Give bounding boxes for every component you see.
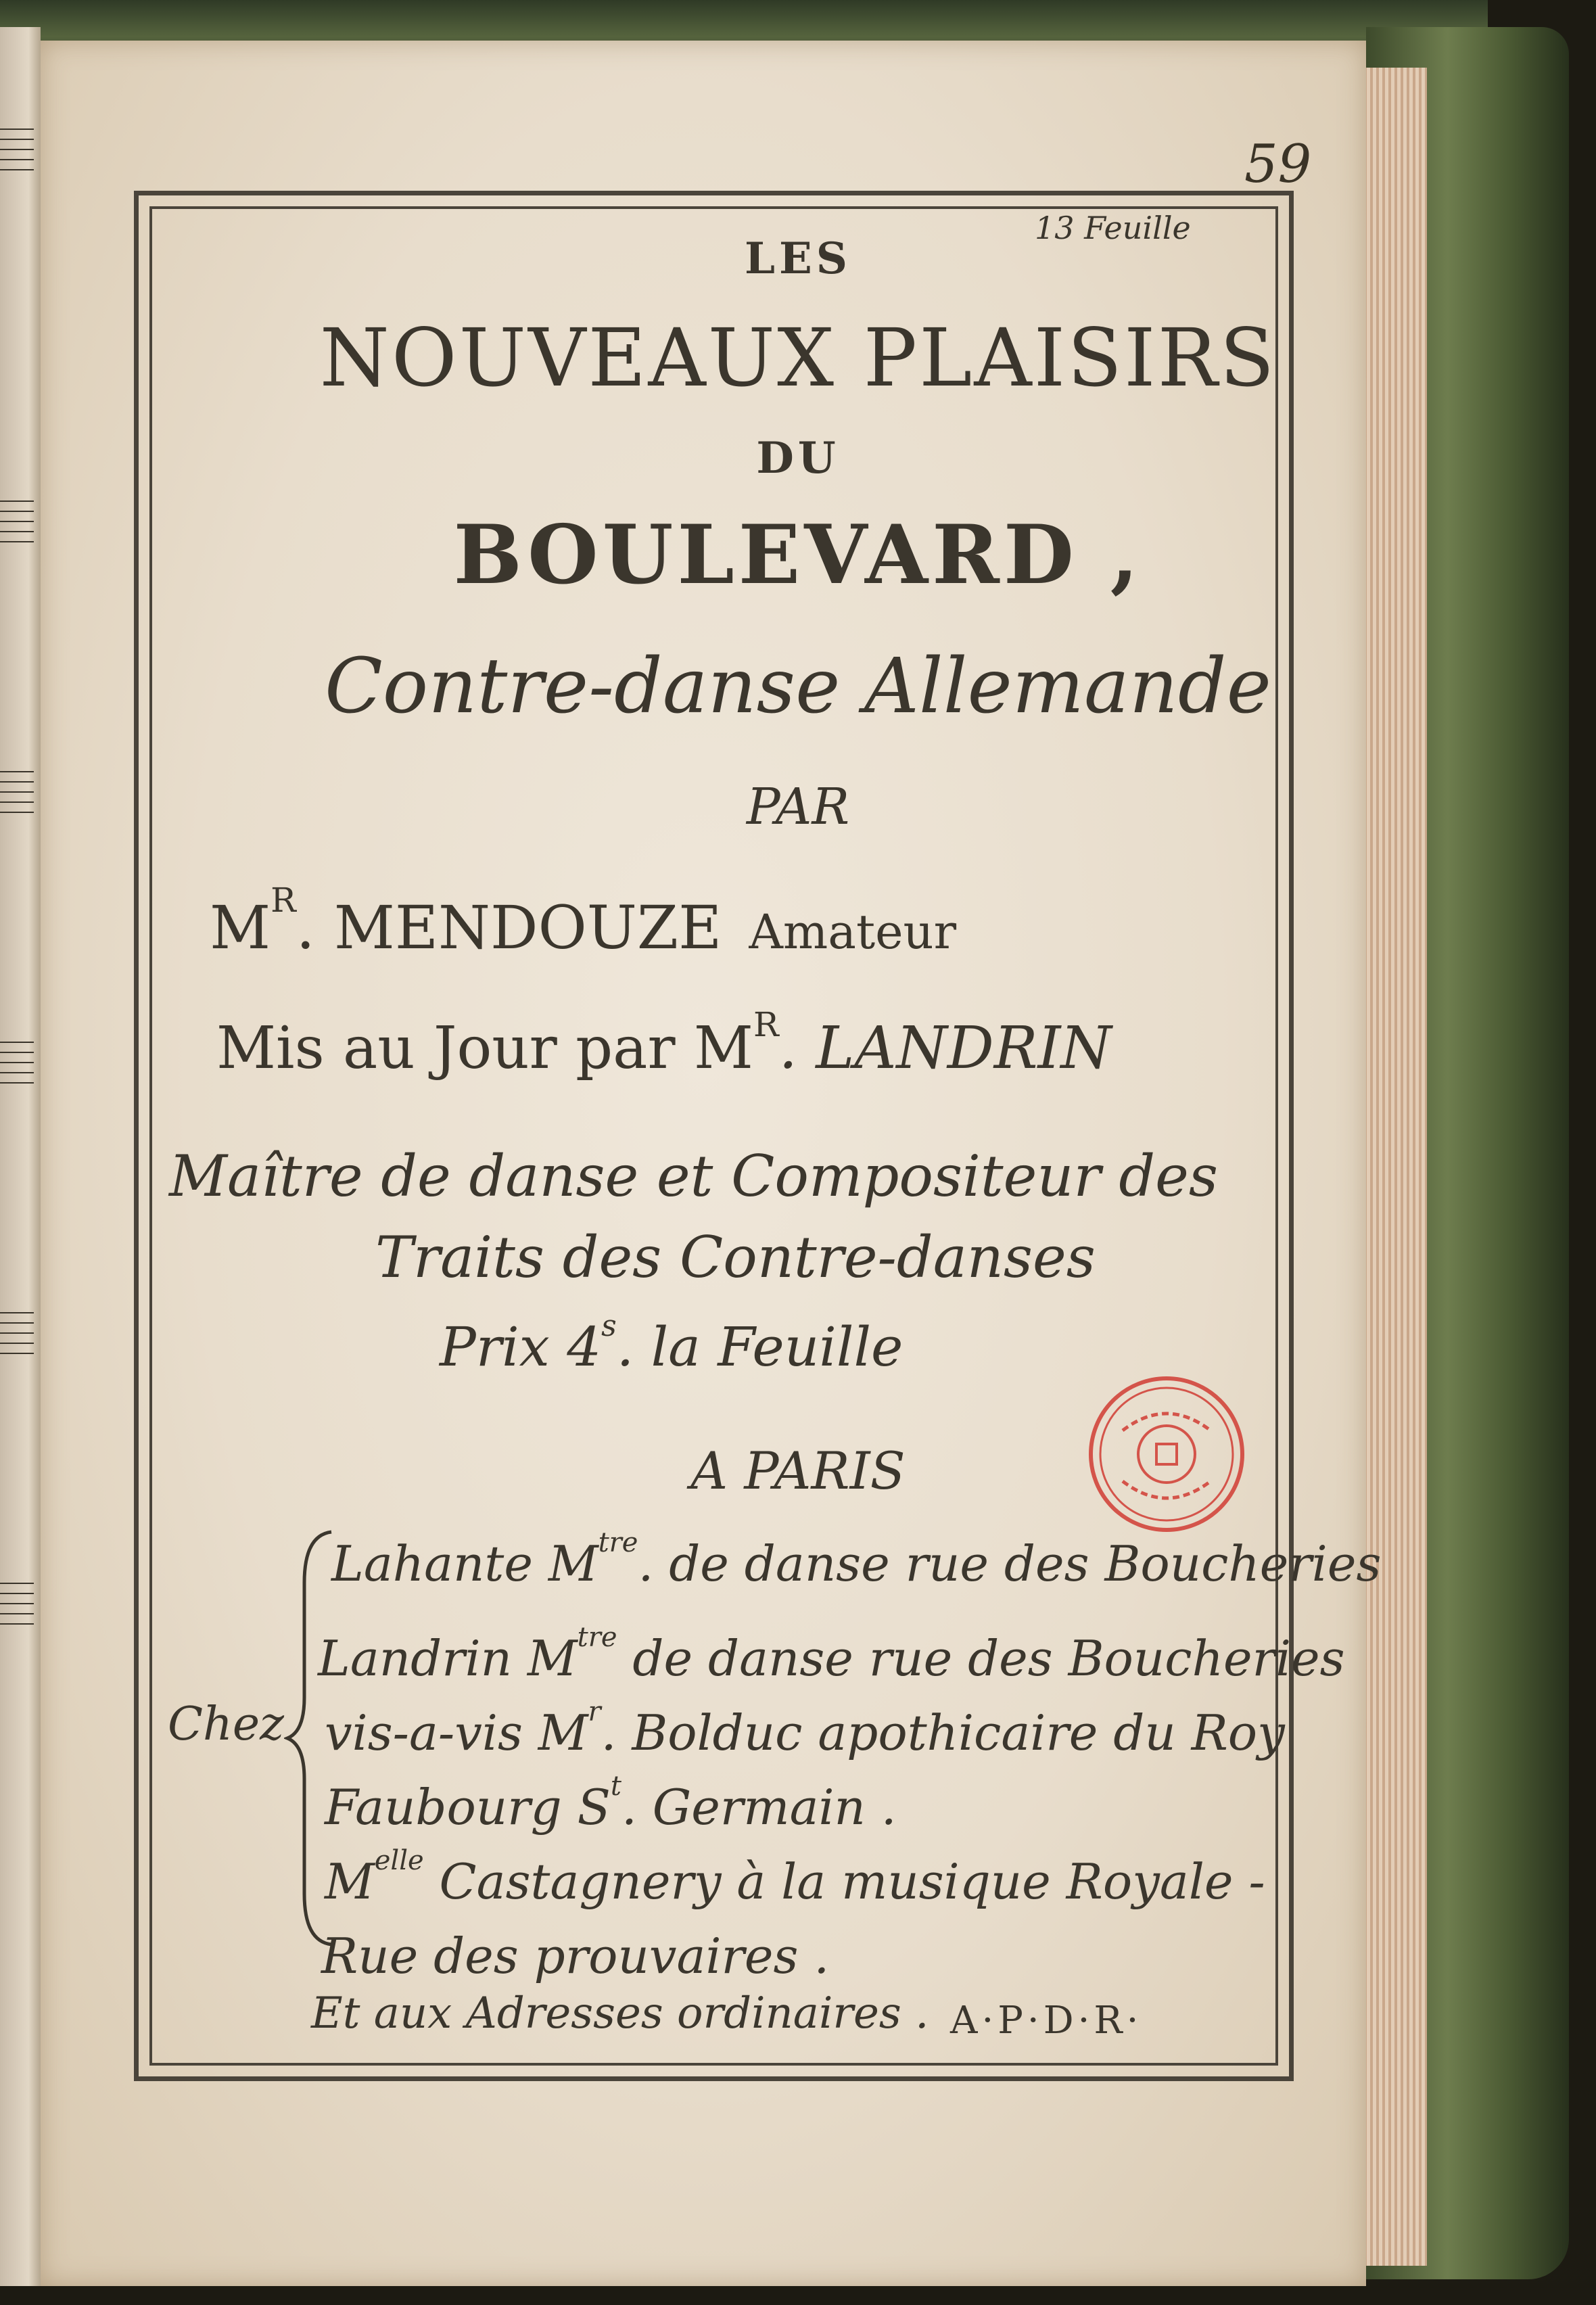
title-line-4: BOULEVARD ,: [453, 507, 1143, 603]
title-line-3: DU: [756, 433, 840, 484]
address-sup: r: [588, 1696, 601, 1727]
address-pre: Faubourg S: [325, 1779, 611, 1836]
address-pre: Landrin M: [318, 1630, 578, 1687]
address-post: de danse rue des Boucheries: [617, 1630, 1345, 1687]
address-line: [318, 1622, 1345, 1687]
address-sup: t: [610, 1771, 621, 1802]
description-line-1: Maître de danse et Compositeur des: [169, 1143, 1218, 1209]
publisher-lead: Mis au Jour par M: [216, 1015, 753, 1082]
publisher-line: [216, 1005, 1112, 1082]
price-line: [440, 1309, 903, 1378]
address-post: Castagnery à la musique Royale -: [423, 1853, 1265, 1910]
city-label: A PARIS: [690, 1441, 906, 1501]
chez-label: Chez: [168, 1698, 284, 1751]
subtitle: Contre-danse Allemande: [325, 643, 1271, 730]
address-sup: elle: [374, 1845, 424, 1876]
footer-addresses: Et aux Adresses ordinaires .: [311, 1988, 929, 2039]
title-line-2: NOUVEAUX PLAISIRS: [319, 311, 1277, 404]
page-number: 59: [1244, 134, 1312, 195]
address-line: [325, 1845, 1265, 1910]
address-pre: Lahante M: [331, 1535, 598, 1592]
sheet-label: 13 Feuille: [1035, 210, 1191, 246]
author-prefix-sup: R: [271, 881, 296, 920]
address-pre: Rue des prouvaires .: [321, 1928, 830, 1984]
price-tail: . la Feuille: [616, 1316, 903, 1378]
address-line: [331, 1527, 1382, 1592]
address-line: [321, 1928, 829, 1984]
privilege-mark: A·P·D·R·: [950, 1999, 1143, 2043]
address-post: . Germain .: [621, 1779, 897, 1836]
address-pre: M: [325, 1853, 375, 1910]
address-sup: tre: [577, 1622, 617, 1653]
price-lead: Prix 4: [440, 1316, 602, 1378]
author-line: [210, 881, 957, 962]
address-post: . de danse rue des Boucheries: [638, 1535, 1382, 1592]
par-label: PAR: [746, 778, 850, 836]
address-line: [325, 1771, 897, 1836]
address-pre: vis-a-vis M: [325, 1704, 588, 1761]
author-prefix: M: [210, 893, 271, 962]
author-role: Amateur: [749, 904, 957, 960]
author-name: . MENDOUZE: [296, 893, 722, 962]
price-sup: s: [601, 1309, 617, 1343]
address-sup: tre: [598, 1527, 638, 1558]
publisher-sup: R: [753, 1005, 779, 1044]
publisher-name: . LANDRIN: [778, 1015, 1112, 1082]
address-line: [325, 1696, 1285, 1761]
description-line-2: Traits des Contre-danses: [375, 1224, 1096, 1290]
title-line-1: LES: [745, 233, 851, 284]
address-post: . Bolduc apothicaire du Roy: [601, 1704, 1285, 1761]
